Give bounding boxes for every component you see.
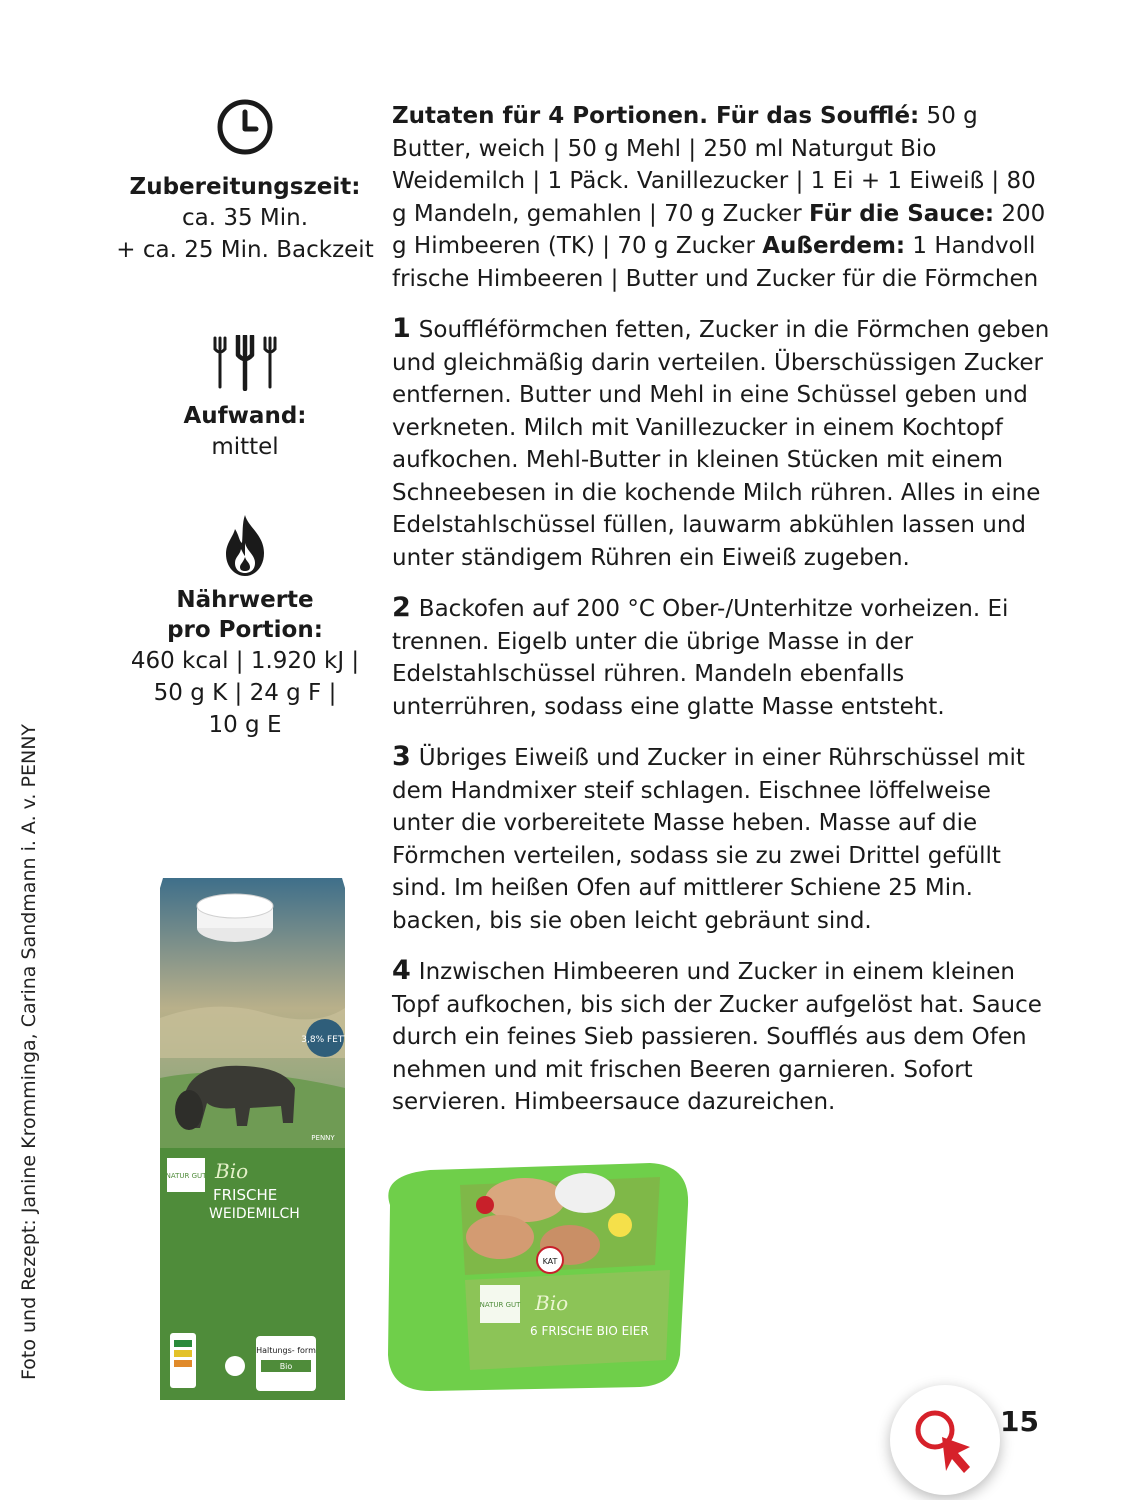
step-text: Souffléförmchen fetten, Zucker in die Förmchen geben und gleichmäßig darin verteilen. Überschüssigen Zucker entfernen. Butter und Mehl in eine Schüssel geben und verkneten. Milch mit Vanillezucker in einem Kochtopf aufkochen. Mehl-Butter in kleinen Stücken mit einem Schneebesen in die kochende Milch rühren. Alles in eine Edelstahlschüssel füllen, lauwarm abkühlen lassen und unter ständigem Rühren ein Eiweiß zugeben. <box>392 317 1050 571</box>
carton-script: Bio <box>215 1159 249 1183</box>
milk-carton-image <box>155 878 350 1408</box>
step-4 <box>392 955 1052 1119</box>
prep-time-block <box>100 96 390 266</box>
clock-icon <box>214 96 276 158</box>
step-1 <box>392 313 1052 574</box>
egg-kat: KAT <box>542 1257 558 1266</box>
effort-label: Aufwand: <box>183 403 307 429</box>
ingredients-heading: Zutaten für 4 Portionen. Für das Soufflé: <box>392 103 920 129</box>
fork-icon <box>210 335 280 391</box>
step-number: 3 <box>392 741 411 772</box>
recipe-body <box>392 100 1052 1119</box>
nutrition-line-2: 50 g K | 24 g F | <box>153 680 337 706</box>
ingredients-sauce: 200 g Himbeeren (TK) | 70 g Zucker <box>392 200 1046 259</box>
nutrition-label-1: Nährwerte <box>176 587 314 613</box>
step-2 <box>392 592 1052 723</box>
egg-script: Bio <box>535 1291 569 1315</box>
nutrition-label-2: pro Portion: <box>167 617 323 643</box>
carton-retailer: PENNY <box>311 1134 335 1142</box>
nutrition-block <box>100 513 390 741</box>
carton-form-value: Bio <box>279 1362 293 1371</box>
step-3 <box>392 741 1052 937</box>
prep-time-label: Zubereitungszeit: <box>129 174 361 200</box>
page-number: 15 <box>1000 1405 1039 1438</box>
nutrition-line-1: 460 kcal | 1.920 kJ | <box>130 648 360 674</box>
ingredients-extras: 1 Handvoll frische Himbeeren | Butter und Zucker für die Förmchen <box>392 233 1039 292</box>
fat-badge-text: 3,8% FETT <box>301 1035 349 1045</box>
step-number: 2 <box>392 592 411 623</box>
step-number: 1 <box>392 313 411 344</box>
prep-time-line-1: ca. 35 Min. <box>181 205 309 231</box>
egg-brand: NATUR GUT <box>479 1301 521 1309</box>
ingredients-paragraph <box>392 100 1052 295</box>
carton-title: FRISCHE <box>213 1186 278 1204</box>
prep-time-line-2: + ca. 25 Min. Backzeit <box>116 237 374 263</box>
egg-box-image <box>370 1155 700 1395</box>
effort-value: mittel <box>211 434 279 460</box>
ingredients-souffle: 50 g Butter, weich | 50 g Mehl | 250 ml Naturgut Bio Weidemilch | 1 Päck. Vanillezucker | 1 Ei + 1 Eiweiß | 80 g Mandeln, gemahlen | 70 g Zucker <box>392 103 1036 227</box>
photo-credit: Foto und Rezept: Janine Kromminga, Carina Sandmann i. A. v. PENNY <box>18 723 40 1380</box>
step-text: Übriges Eiweiß und Zucker in einer Rührschüssel mit dem Handmixer steif schlagen. Eischnee löffelweise unter die vorbereitete Masse heben. Masse auf die Förmchen verteilen, sodass sie zu zwei Drittel gefüllt sind. Im heißen Ofen auf mittlerer Schiene 25 Min. backen, bis sie oben leicht gebräunt sind. <box>392 745 1025 934</box>
carton-brand: NATUR GUT <box>165 1172 207 1180</box>
pointer-click-icon <box>890 1385 1000 1495</box>
carton-subtitle: WEIDEMILCH <box>209 1206 300 1222</box>
step-text: Backofen auf 200 °C Ober-/Unterhitze vorheizen. Ei trennen. Eigelb unter die übrige Masse in der Edelstahlschüssel rühren. Mandeln ebenfalls unterrühren, sodass eine glatte Masse entsteht. <box>392 596 1009 720</box>
step-number: 4 <box>392 955 411 986</box>
effort-block <box>100 335 390 463</box>
step-text: Inzwischen Himbeeren und Zucker in einem kleinen Topf aufkochen, bis sich der Zucker aufgelöst hat. Sauce durch ein feines Sieb passieren. Soufflés aus dem Ofen nehmen und mit frischen Beeren garnieren. Sofort servieren. Himbeersauce dazureichen. <box>392 959 1042 1115</box>
nutrition-line-3: 10 g E <box>208 712 282 738</box>
extras-heading: Außerdem: <box>762 233 906 259</box>
sauce-heading: Für die Sauce: <box>808 200 995 227</box>
flame-icon <box>220 513 270 579</box>
carton-form-label: Haltungs- form <box>256 1346 316 1355</box>
egg-title: 6 FRISCHE BIO EIER <box>530 1324 649 1338</box>
pointer-badge[interactable] <box>890 1385 1000 1495</box>
